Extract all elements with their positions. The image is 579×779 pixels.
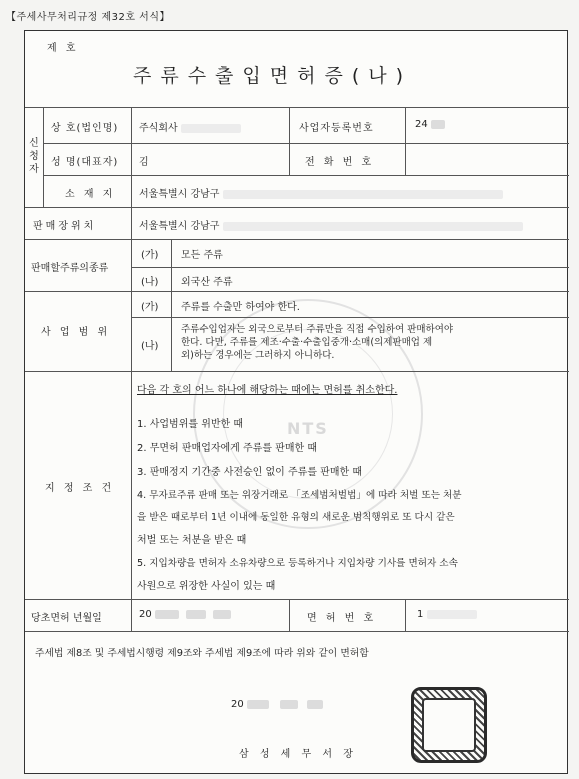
representative-value: 김: [139, 157, 149, 168]
license-number-label: 면 허 번 호: [307, 613, 377, 624]
official-seal-stamp-inner: [422, 698, 476, 752]
condition-item: 4. 무자료주류 판매 또는 위장거래로 「조세범처벌법」에 따라 처벌 또는 처분: [137, 490, 462, 501]
redacted-block: [307, 700, 323, 709]
issuer-name: 삼 성 세 무 서 장: [239, 749, 357, 760]
liquor-type-marker-a: (가): [141, 250, 159, 261]
redacted-block: [280, 700, 298, 709]
company-label: 상 호(법인명): [51, 123, 119, 134]
bizno-value-text: 24: [415, 119, 428, 130]
redacted-block: [223, 222, 523, 231]
company-value-text: 주식회사: [139, 123, 178, 134]
issue-date-text: 20: [231, 699, 244, 710]
document-number-label: 제 호: [47, 43, 79, 54]
liquor-types-label: 판매할주류의종류: [31, 263, 109, 274]
redacted-block: [427, 610, 477, 619]
official-seal-stamp: [411, 687, 487, 763]
watermark-text: NTS: [287, 419, 329, 438]
condition-item: 1. 사업범위를 위반한 때: [137, 419, 244, 430]
condition-item-continued: 처벌 또는 처분을 받은 때: [137, 535, 247, 546]
redacted-block: [186, 610, 206, 619]
company-value: [139, 119, 241, 134]
scope-b: [181, 323, 565, 362]
representative-label: 성 명(대표자): [51, 157, 119, 168]
sales-location-value: [139, 217, 523, 232]
condition-item-continued: 을 받은 때로부터 1년 이내에 동일한 유형의 새로운 범칙행위로 또 다시 같은: [137, 512, 455, 523]
license-number-value: [417, 609, 477, 620]
conditions-label: 지 정 조 건: [45, 483, 115, 494]
document-title: 주류수출입면허증(나): [133, 65, 413, 87]
condition-item-continued: 사원으로 위장한 사실이 있는 때: [137, 581, 276, 592]
condition-item: 2. 무면허 판매업자에게 주류를 판매한 때: [137, 443, 317, 454]
scope-b-line: 주류수입업자는 외국으로부터 주류만을 직접 수입하여 판매하여야: [181, 324, 454, 335]
license-number-value-text: 1: [417, 609, 424, 620]
liquor-type-b: 외국산 주류: [181, 277, 233, 288]
legal-statement: 주세법 제8조 및 주세법시행령 제9조와 주세법 제9조에 따라 위와 같이 면허함: [35, 648, 369, 659]
scope-b-line: 한다. 다만, 주류를 제조·수출·수출입중개·소매(의제판매업 제: [181, 337, 433, 348]
issue-date: [231, 699, 323, 710]
redacted-block: [181, 124, 241, 133]
redacted-block: [431, 120, 445, 129]
first-date-value: [139, 609, 231, 620]
redacted-block: [213, 610, 231, 619]
redacted-block: [223, 190, 503, 199]
first-date-value-text: 20: [139, 609, 152, 620]
scope-b-line: 외)하는 경우에는 그러하지 아니하다.: [181, 350, 335, 361]
scope-a: 주류를 수출만 하여야 한다.: [181, 302, 300, 313]
bizno-label: 사업자등록번호: [299, 123, 374, 134]
sales-location-label: 판매장위치: [33, 221, 97, 232]
conditions-intro: 다음 각 호의 어느 하나에 해당하는 때에는 면허를 취소한다.: [137, 385, 398, 396]
license-document: [24, 30, 568, 774]
business-scope-label: 사 업 범 위: [41, 327, 111, 338]
address-value: [139, 185, 503, 200]
form-reference: 【주세사무처리규정 제32호 서식】: [6, 12, 171, 23]
phone-label: 전 화 번 호: [305, 157, 375, 168]
first-date-label: 당초면허 년월일: [31, 613, 102, 624]
liquor-type-marker-b: (나): [141, 277, 159, 288]
address-label: 소 재 지: [65, 189, 116, 200]
applicant-side-label: 신청자: [29, 138, 39, 175]
condition-item: 3. 판매정지 기간중 사전승인 없이 주류를 판매한 때: [137, 467, 362, 478]
liquor-type-a: 모든 주류: [181, 250, 223, 261]
sales-location-value-text: 서울특별시 강남구: [139, 221, 220, 232]
scope-marker-b: (나): [141, 341, 159, 352]
bizno-value: [415, 119, 445, 130]
redacted-block: [155, 610, 179, 619]
scope-marker-a: (가): [141, 302, 159, 313]
redacted-block: [247, 700, 269, 709]
condition-item: 5. 지입차량을 면허자 소유차량으로 등록하거나 지입차량 기사를 면허자 소속: [137, 558, 458, 569]
address-value-text: 서울특별시 강남구: [139, 189, 220, 200]
